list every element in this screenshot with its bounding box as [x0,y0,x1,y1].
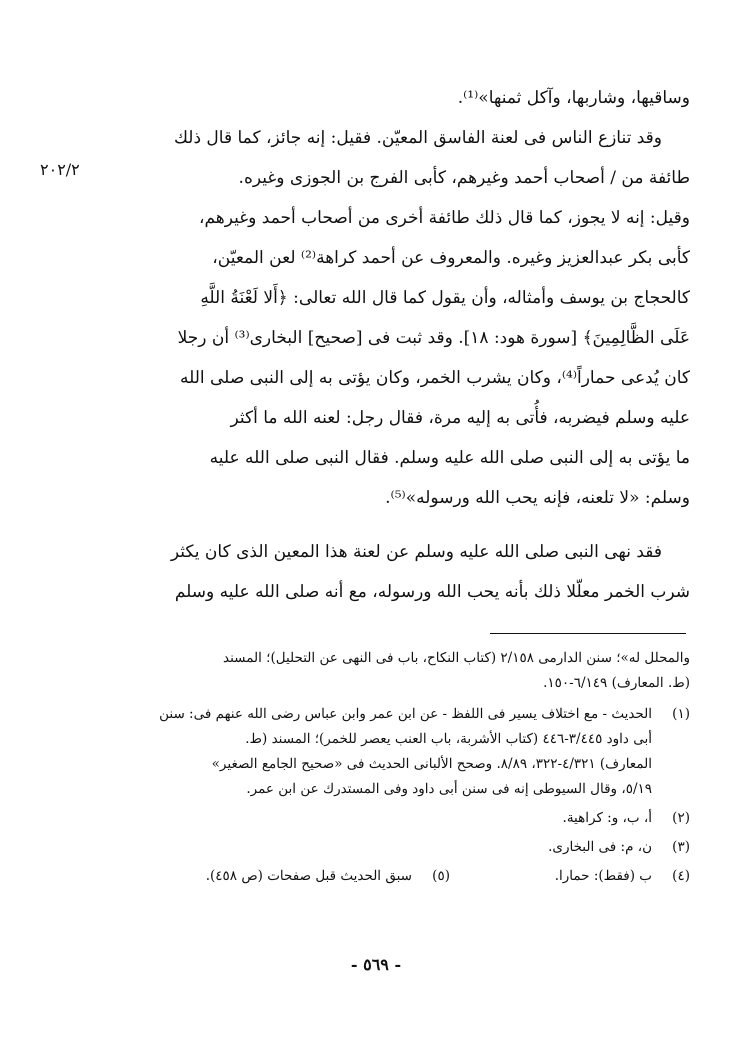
body-line: وسلم: «لا تلعنه، فإنه يحب الله ورسوله»⁽⁵⁾. [385,488,690,508]
body-line: كان يُدعى حماراً⁽⁴⁾، وكان يشرب الخمر، وكان يؤتى به إلى النبى صلى الله [179,368,690,388]
footnote-2 [130,806,690,831]
body-line: كالحجاج بن يوسف وأمثاله، وأن يقول كما قال الله تعالى: ﴿أَلا لَعْنَةُ اللَّهِ [200,288,690,308]
body-line: عَلَى الظَّالِمِينَ﴾ [سورة هود: ١٨]. وقد ثبت فى [صحيح] البخارى⁽³⁾ أن رجلا [177,328,690,348]
footnote-text: ب (فقط): حمارا. [554,868,652,884]
page-number: - ٥٦٩ - [350,955,402,974]
footnote-line: المعارف) ٤/٣٢١-٣٢٢، ٨/٨٩. وصحح الألبانى الحديث فى «صحيح الجامع الصغير» [211,756,652,772]
footnote-number: (٤) [672,868,690,884]
body-line: عليه وسلم فيضربه، فأُتى به إليه مرة، فقال رجل: لعنه الله ما أكثر [230,408,690,428]
footnote-text: ن، م: فى البخارى. [548,839,652,855]
footnote-3 [130,835,690,860]
body-line: وقيل: إنه لا يجوز، كما قال ذلك طائفة أخرى من أصحاب أحمد وغيرهم، [199,208,690,228]
footnote-text: سبق الحديث قبل صفحات (ص ٤٥٨). [205,868,412,884]
footnote-5 [205,864,450,889]
footnote-line: الحديث - مع اختلاف يسير فى اللفظ - عن ابن عمر وابن عباس رضى الله عنهم فى: سنن [159,706,652,722]
body-text [130,78,690,612]
footnote-number: (١) [672,706,690,722]
footnotes [130,646,690,889]
footnote-pair [130,864,690,889]
footnote-line: أبى داود ٣/٤٤٥-٤٤٦ (كتاب الأشربة، باب العنب يعصر للخمر)؛ المسند (ط. [245,731,652,747]
margin-reference: ٢٠٢/٢ [40,160,80,179]
footnote-continuation-line: (ط. المعارف) ٦/١٤٩-١٥٠. [543,675,690,691]
body-line: طائفة من / أصحاب أحمد وغيرهم، كأبى الفرج بن الجوزى وغيره. [238,168,690,188]
footnote-continuation-line: والمحلل له»؛ سنن الدارمى ٢/١٥٨ (كتاب النكاح، باب فى النهى عن التحليل)؛ المسند [223,650,690,666]
footnote-divider [490,633,686,634]
body-line: وساقيها، وشاربها، وآكل ثمنها»⁽¹⁾. [457,88,690,108]
footnote-number: (٥) [432,868,450,884]
footnote-number: (٣) [672,839,690,855]
body-line: وقد تنازع الناس فى لعنة الفاسق المعيّن. فقيل: إنه جائز، كما قال ذلك [173,128,662,148]
footnote-1 [130,702,690,802]
footnote-4 [450,864,690,889]
body-line: ما يؤتى به إلى النبى صلى الله عليه وسلم. فقال النبى صلى الله عليه [209,448,690,468]
footnote-text: أ، ب، و: كراهية. [562,810,652,826]
footnote-number: (٢) [672,810,690,826]
body-line: كأبى بكر عبدالعزيز وغيره. والمعروف عن أحمد كراهة⁽²⁾ لعن المعيّن، [212,248,690,268]
footnote-line: ٥/١٩، وقال السيوطى إنه فى سنن أبى داود وفى المستدرك عن ابن عمر. [246,781,652,797]
body-line: فقد نهى النبى صلى الله عليه وسلم عن لعنة هذا المعين الذى كان يكثر [170,542,662,562]
body-line: شرب الخمر معلّلا ذلك بأنه يحب الله ورسوله، مع أنه صلى الله عليه وسلم [174,582,690,602]
